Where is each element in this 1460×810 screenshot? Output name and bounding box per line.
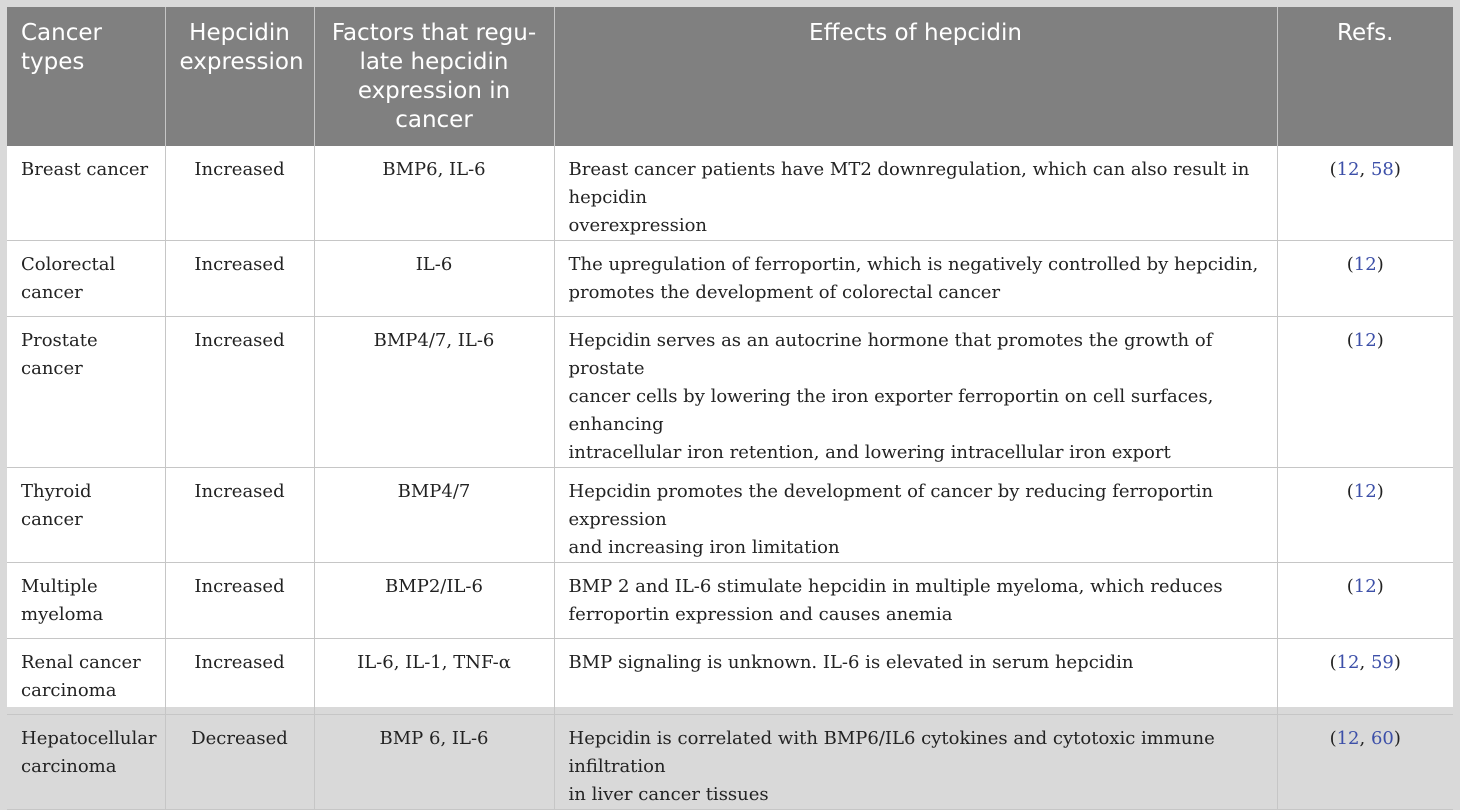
table-row <box>7 468 1453 563</box>
ref-link[interactable]: 12 <box>1336 652 1360 673</box>
cell-cancer-type: Colorectal cancer <box>7 241 165 317</box>
cell-cancer-type: Hepatocellular carcinoma <box>7 715 165 810</box>
ref-link[interactable]: 12 <box>1353 576 1377 597</box>
cell-cancer-type: Renal cancer carcinoma <box>7 639 165 715</box>
cell-factors: BMP 6, IL-6 <box>314 715 554 810</box>
table-row <box>7 241 1453 317</box>
cell-refs: (12, 58) <box>1277 146 1453 241</box>
ref-link[interactable]: 12 <box>1353 330 1377 351</box>
header-refs: Refs. <box>1277 7 1453 146</box>
table-row <box>7 146 1453 241</box>
table-row <box>7 563 1453 639</box>
cell-factors: IL-6, IL-1, TNF-α <box>314 639 554 715</box>
cell-expression: Decreased <box>165 715 314 810</box>
cell-factors: BMP2/IL-6 <box>314 563 554 639</box>
cell-refs: (12) <box>1277 241 1453 317</box>
ref-link[interactable]: 12 <box>1353 254 1377 275</box>
cell-factors: IL-6 <box>314 241 554 317</box>
ref-link[interactable]: 58 <box>1370 159 1394 180</box>
cell-effects: The upregulation of ferroportin, which is negatively controlled by hepcidin, promotes the development of colorectal cancer <box>554 241 1277 317</box>
cell-factors: BMP6, IL-6 <box>314 146 554 241</box>
hepcidin-cancer-table <box>7 7 1453 810</box>
cell-effects: Hepcidin is correlated with BMP6/IL6 cytokines and cytotoxic immune infiltration in liver cancer tissues <box>554 715 1277 810</box>
ref-link[interactable]: 60 <box>1370 728 1394 749</box>
cell-refs: (12) <box>1277 468 1453 563</box>
header-effects: Effects of hepcidin <box>554 7 1277 146</box>
cell-cancer-type: Multiple myeloma <box>7 563 165 639</box>
header-regulating-factors: Factors that regu- late hepcidin expression in cancer <box>314 7 554 146</box>
cell-cancer-type: Breast cancer <box>7 146 165 241</box>
ref-link[interactable]: 12 <box>1336 728 1360 749</box>
cell-effects: BMP 2 and IL-6 stimulate hepcidin in multiple myeloma, which reduces ferroportin expression and causes anemia <box>554 563 1277 639</box>
cell-effects: Hepcidin serves as an autocrine hormone that promotes the growth of prostate cancer cells by lowering the iron exporter ferroportin on cell surfaces, enhancing intracellular iron retention, and lowering intracellular iron export <box>554 317 1277 468</box>
cell-factors: BMP4/7, IL-6 <box>314 317 554 468</box>
cell-expression: Increased <box>165 317 314 468</box>
table-header-row <box>7 7 1453 146</box>
cell-expression: Increased <box>165 468 314 563</box>
table-row <box>7 715 1453 810</box>
cell-factors: BMP4/7 <box>314 468 554 563</box>
cell-refs: (12, 60) <box>1277 715 1453 810</box>
cell-refs: (12) <box>1277 317 1453 468</box>
ref-link[interactable]: 12 <box>1336 159 1360 180</box>
cell-cancer-type: Thyroid cancer <box>7 468 165 563</box>
ref-link[interactable]: 59 <box>1370 652 1394 673</box>
cell-expression: Increased <box>165 146 314 241</box>
cell-expression: Increased <box>165 241 314 317</box>
cell-cancer-type: Prostate cancer <box>7 317 165 468</box>
table-row <box>7 317 1453 468</box>
cell-refs: (12, 59) <box>1277 639 1453 715</box>
cell-effects: BMP signaling is unknown. IL-6 is elevated in serum hepcidin <box>554 639 1277 715</box>
cell-expression: Increased <box>165 563 314 639</box>
header-hepcidin-expression: Hepcidin expression <box>165 7 314 146</box>
table-row <box>7 639 1453 715</box>
header-cancer-types: Cancer types <box>21 20 102 75</box>
cell-expression: Increased <box>165 639 314 715</box>
ref-link[interactable]: 12 <box>1353 481 1377 502</box>
cell-refs: (12) <box>1277 563 1453 639</box>
cell-effects: Hepcidin promotes the development of cancer by reducing ferroportin expression and increasing iron limitation <box>554 468 1277 563</box>
table-frame <box>7 7 1453 805</box>
cell-effects: Breast cancer patients have MT2 downregulation, which can also result in hepcidin overexpression <box>554 146 1277 241</box>
